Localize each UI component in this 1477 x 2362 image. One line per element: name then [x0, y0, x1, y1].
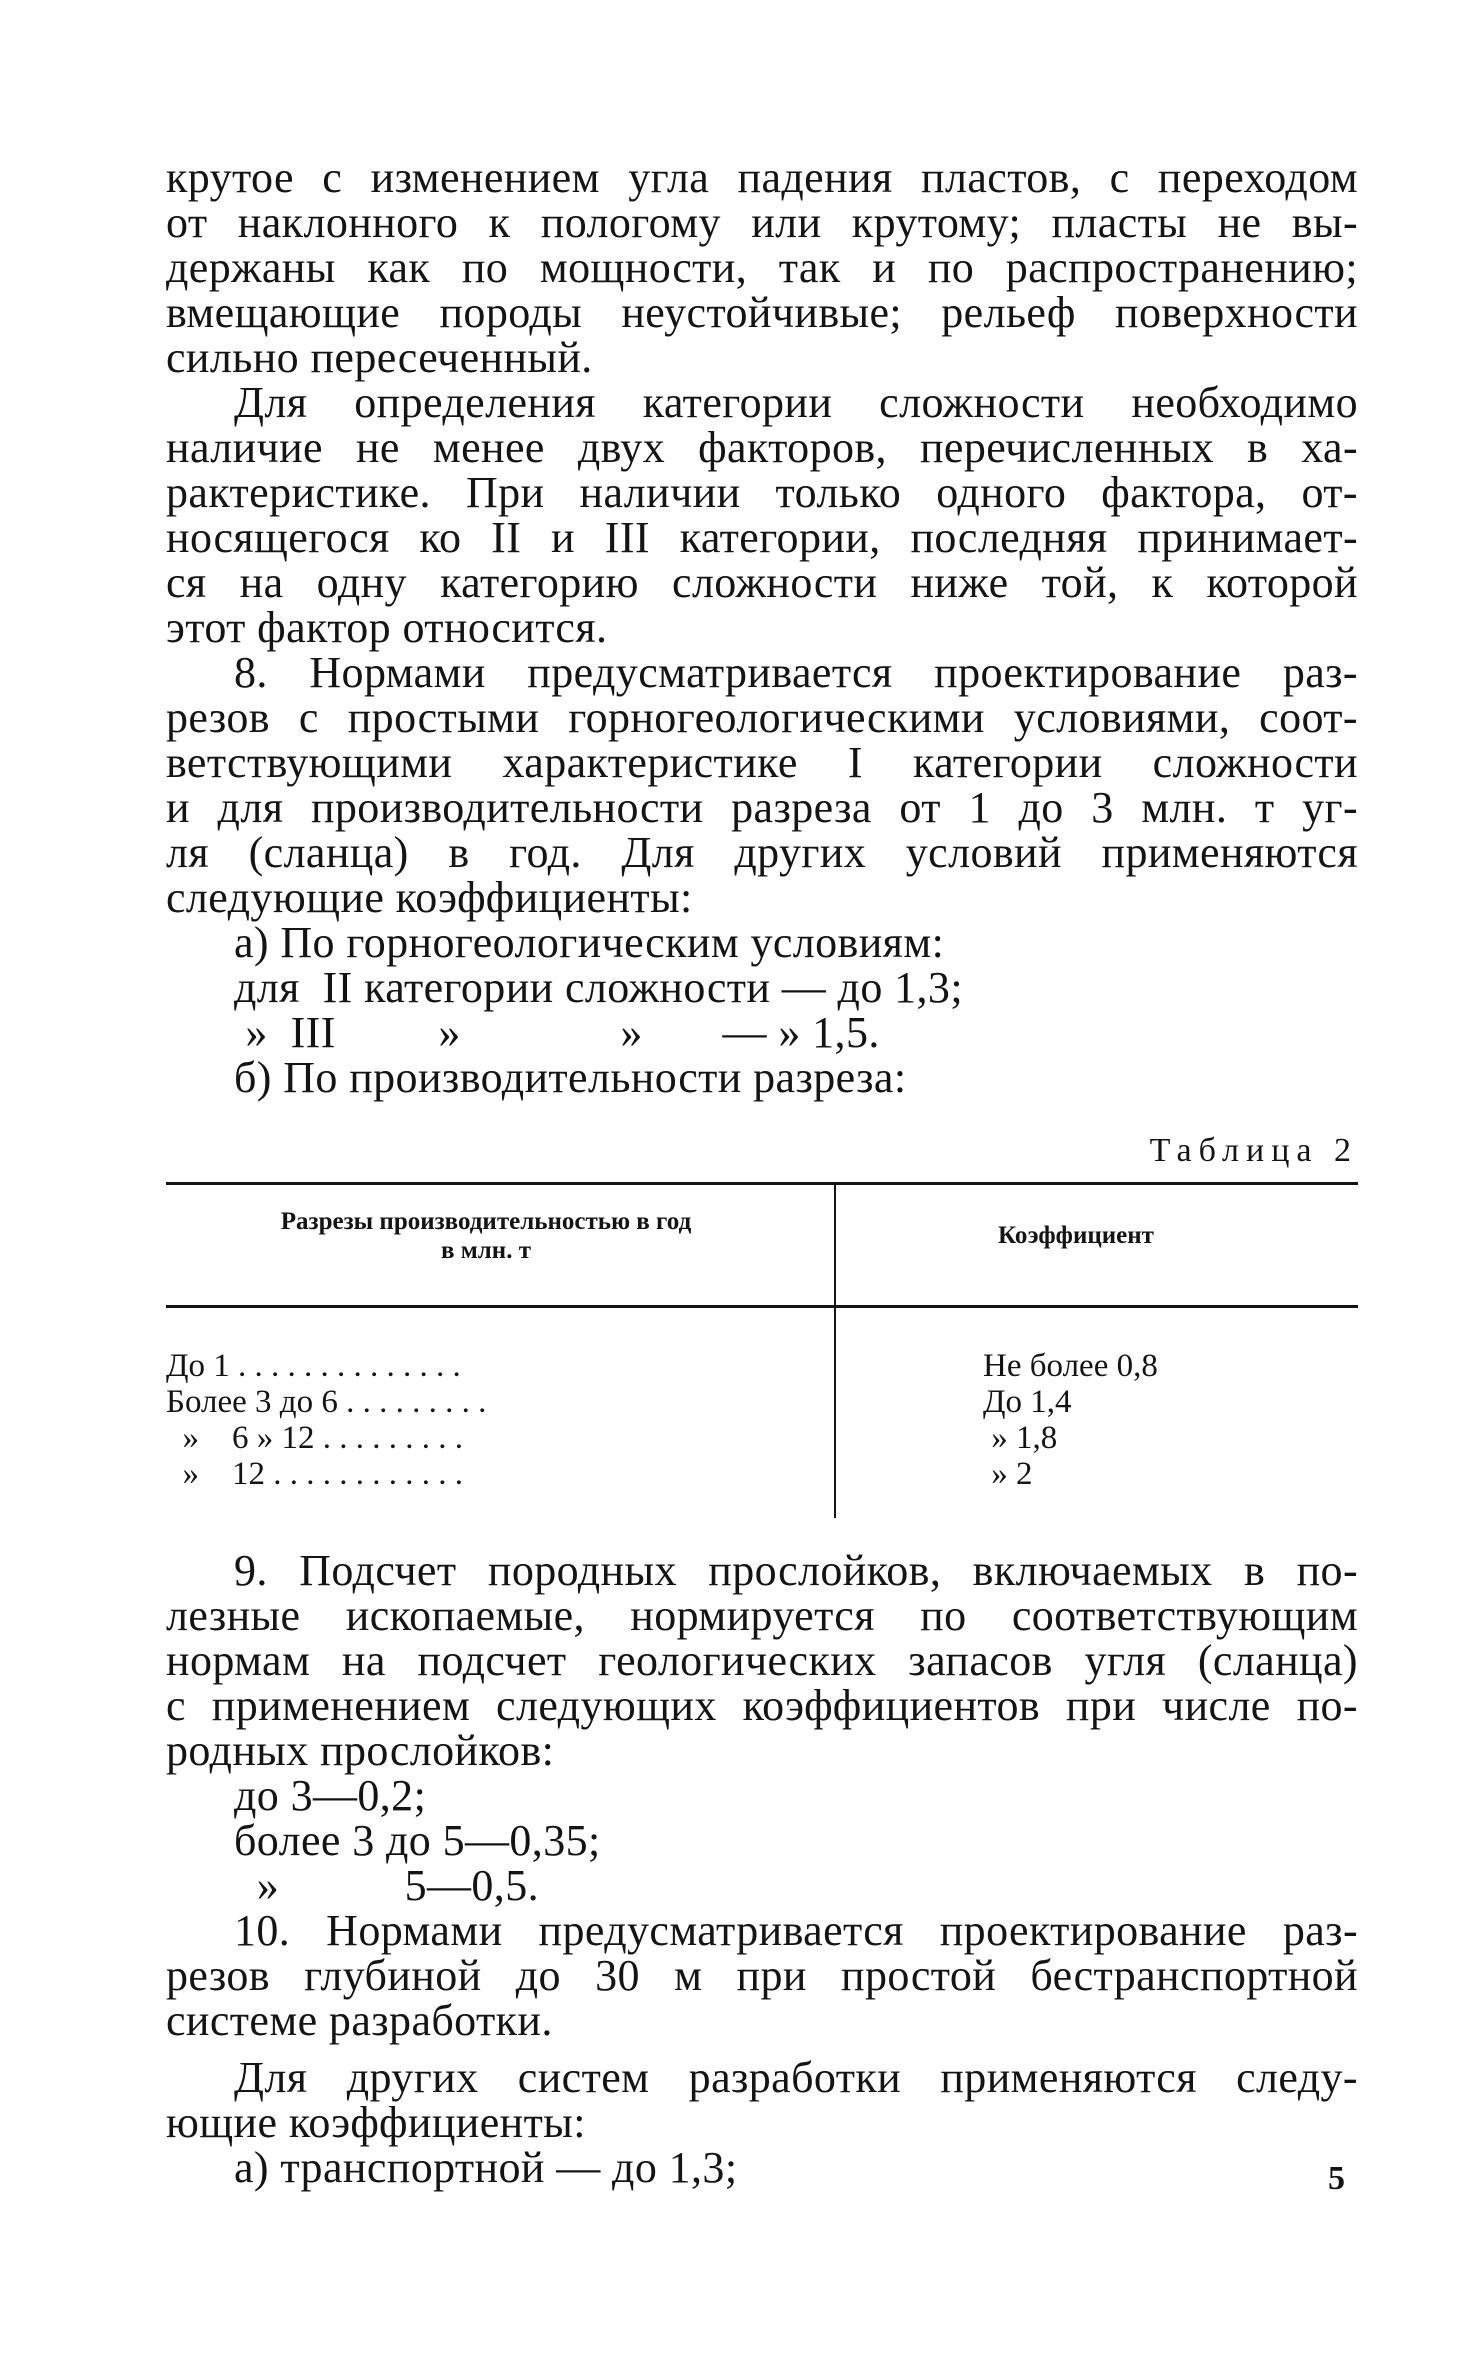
column-divider	[834, 1185, 836, 1305]
text-line: нормам на подсчет геологических запасов угля (сланца)	[166, 1636, 1358, 1685]
text-line: наличие не менее двух факторов, перечисленных в ха-	[166, 423, 1358, 472]
text-line: от наклонного к пологому или крутому; пласты не вы-	[166, 198, 1358, 247]
list-item: а) транспортной — до 1,3;	[234, 2143, 738, 2192]
text-line: лезные ископаемые, нормируется по соответствующим	[166, 1591, 1358, 1640]
header-col-output: Разрезы производительностью в год в млн. т	[280, 1208, 692, 1264]
cell-output: » 6 » 12 . . . . . . . . .	[166, 1420, 463, 1456]
text-line: следующие коэффициенты:	[166, 873, 693, 922]
table-row	[166, 1384, 1358, 1420]
text-line: 9. Подсчет породных прослойков, включаемых в по-	[234, 1546, 1358, 1595]
text-line: Для других систем разработки применяются следу-	[234, 2053, 1358, 2102]
text-line: сильно пересеченный.	[166, 333, 593, 382]
text-line: системе разработки.	[166, 1996, 553, 2045]
paragraph-9	[166, 1548, 1358, 1908]
text-line: держаны как по мощности, так и по распространению;	[166, 243, 1358, 292]
table-header	[166, 1185, 1358, 1305]
text-line: 8. Нормами предусматривается проектирование раз-	[234, 648, 1358, 697]
list-item: до 3—0,2;	[234, 1771, 427, 1820]
paragraph-10	[166, 1908, 1358, 2043]
table-body	[166, 1308, 1358, 1518]
cell-coefficient: » 1,8	[983, 1420, 1058, 1456]
text-line: крутое с изменением угла падения пластов, с переходом	[166, 153, 1358, 202]
list-item: б) По производительности разреза:	[234, 1053, 907, 1102]
list-item: » III » » — » 1,5.	[234, 1008, 880, 1057]
text-line: рактеристике. При наличии только одного фактора, от-	[166, 468, 1358, 517]
text-line: резов глубиной до 30 м при простой бестранспортной	[166, 1951, 1358, 2000]
cell-coefficient: Не более 0,8	[983, 1348, 1158, 1384]
table-caption: Таблица 2	[1149, 1132, 1358, 1169]
coefficient-table	[166, 1182, 1358, 1518]
text-line: ся на одну категорию сложности ниже той, к которой	[166, 558, 1358, 607]
text-line: ветствующими характеристике I категории сложности	[166, 738, 1358, 787]
document-page	[166, 155, 1358, 2190]
text-line: резов с простыми горногеологическими условиями, соот-	[166, 693, 1358, 742]
text-line: и для производительности разреза от 1 до 3 млн. т уг-	[166, 783, 1358, 832]
text-line: этот фактор относится.	[166, 603, 608, 652]
list-item: для II категории сложности — до 1,3;	[234, 963, 963, 1012]
list-item: более 3 до 5—0,35;	[234, 1816, 601, 1865]
table-row	[166, 1348, 1358, 1384]
cell-output: Более 3 до 6 . . . . . . . . .	[166, 1384, 487, 1420]
text-line: с применением следующих коэффициентов при числе по-	[166, 1681, 1358, 1730]
paragraph-intro	[166, 155, 1358, 380]
paragraph-8	[166, 650, 1358, 1100]
cell-output: До 1 . . . . . . . . . . . . . .	[166, 1348, 461, 1384]
paragraph-category	[166, 380, 1358, 650]
header-col-coefficient: Коэффициент	[998, 1222, 1154, 1249]
text-line: родных прослойков:	[166, 1726, 555, 1775]
text-line: ля (сланца) в год. Для других условий применяются	[166, 828, 1358, 877]
page-number: 5	[1328, 2160, 1345, 2197]
cell-coefficient: » 2	[983, 1456, 1033, 1492]
list-item: » 5—0,5.	[234, 1861, 539, 1910]
text-line: носящегося ко II и III категории, последняя принимает-	[166, 513, 1358, 562]
paragraph-other-systems	[166, 2055, 1358, 2190]
list-item: а) По горногеологическим условиям:	[234, 918, 945, 967]
table-row	[166, 1456, 1358, 1492]
text-line: Для определения категории сложности необходимо	[234, 378, 1358, 427]
cell-coefficient: До 1,4	[983, 1384, 1072, 1420]
text-line: вмещающие породы неустойчивые; рельеф поверхности	[166, 288, 1358, 337]
cell-output: » 12 . . . . . . . . . . . .	[166, 1456, 463, 1492]
text-line: 10. Нормами предусматривается проектирование раз-	[234, 1906, 1358, 1955]
text-line: ющие коэффициенты:	[166, 2098, 586, 2147]
table-row	[166, 1420, 1358, 1456]
